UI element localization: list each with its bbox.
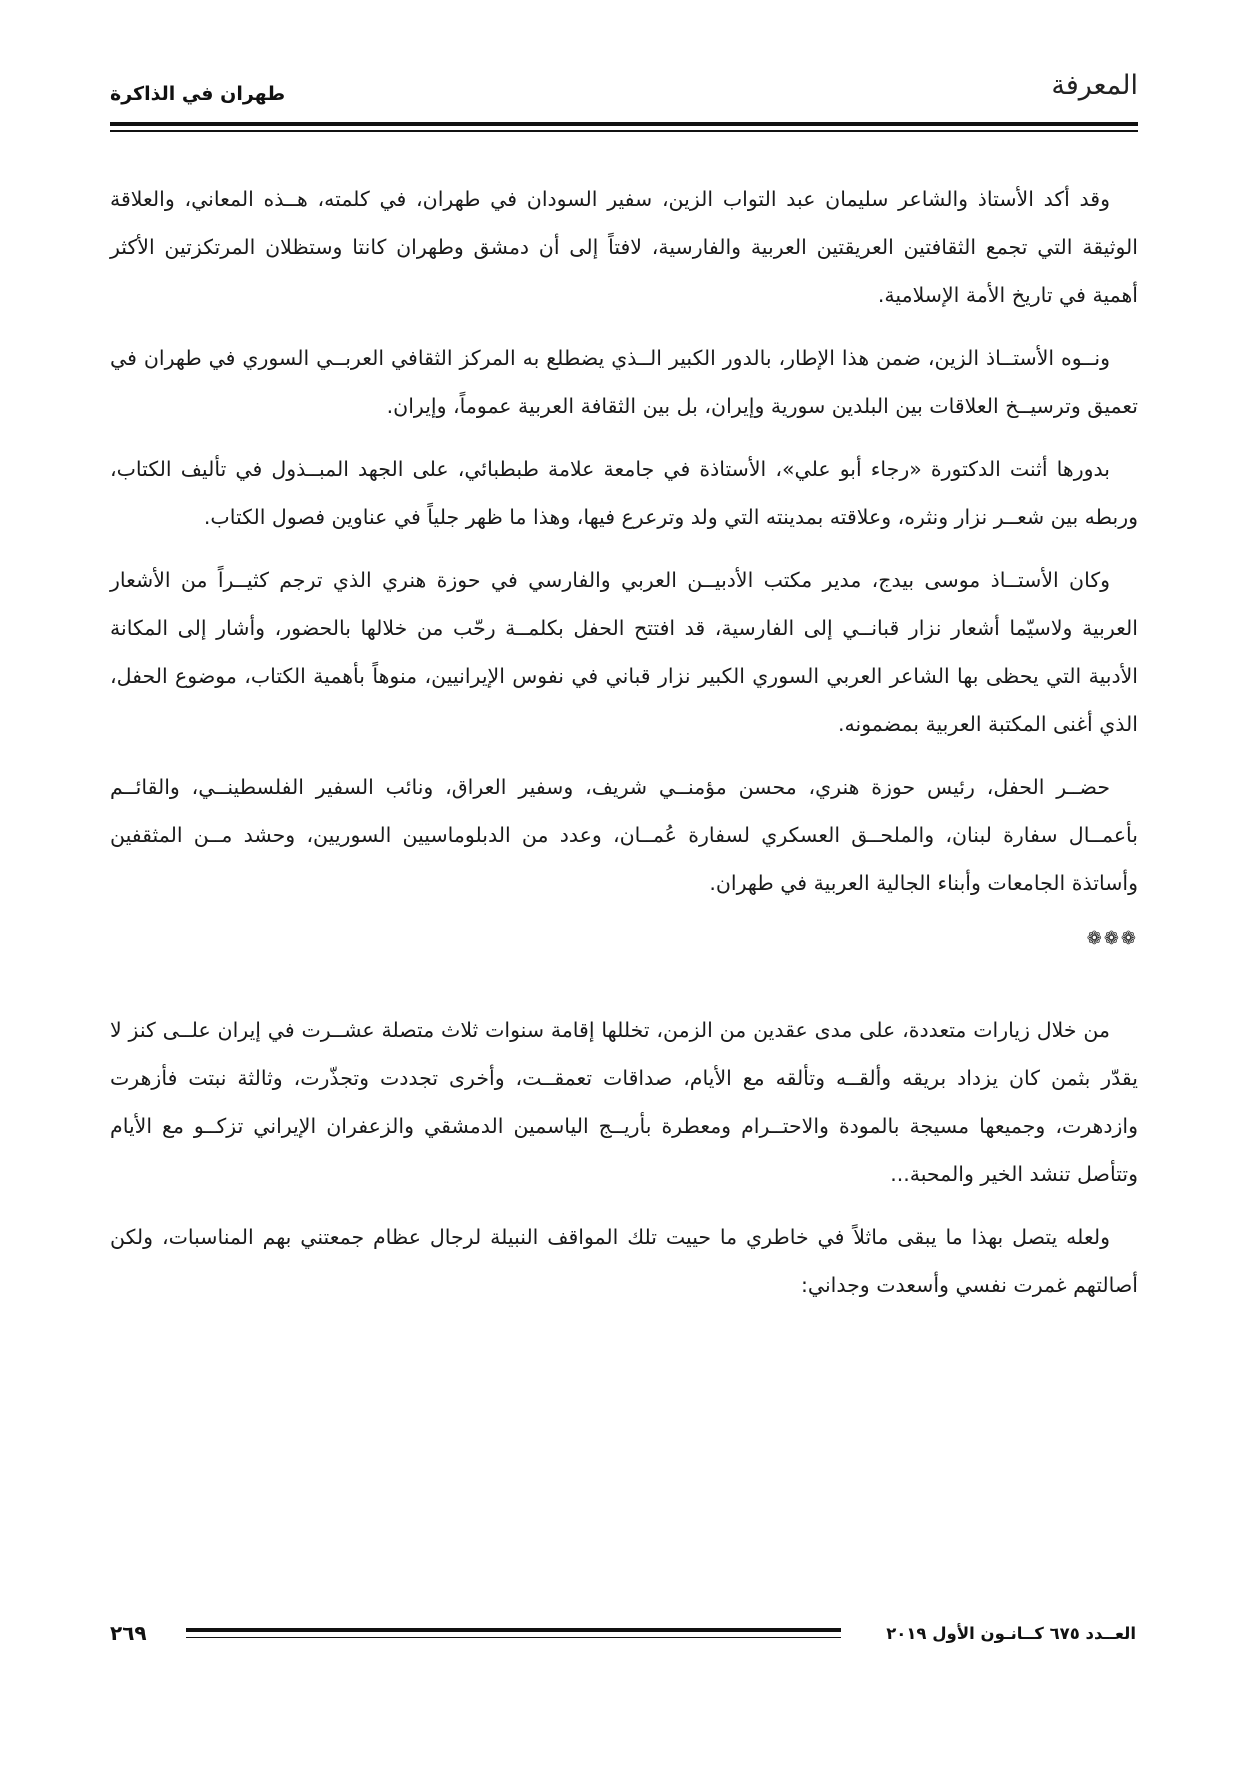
footer-rules: [186, 1628, 841, 1638]
header-rule-thick: [110, 122, 1138, 126]
issue-info: العــدد ٦٧٥ كــانـون الأول ٢٠١٩: [886, 1624, 1136, 1643]
paragraph-6: من خلال زيارات متعددة، على مدى عقدين من الزمن، تخللها إقامة سنوات ثلاث متصلة عشــرت في إيران علــى كنز لا يقدّر بثمن كان يزداد بريقه وألقــه وتألقه مع الأيام، صداقات تعمقــت، وأخرى تجددت وتجذّرت، وثالثة نبتت فأزهرت وازدهرت، وجميعها مسيجة بالمودة والاحتــرام ومعطرة بأريــج الياسمين الدمشقي والزعفران الإيراني تزكــو مع الأيام وتتأصل تنشد الخير والمحبة...: [110, 1018, 1138, 1186]
paragraph-2: ونــوه الأستــاذ الزين، ضمن هذا الإطار، بالدور الكبير الــذي يضطلع به المركز الثقافي العربــي السوري في طهران في تعميق وترسيــخ العلاقات بين البلدين سورية وإيران، بل بين الثقافة العربية عموماً، وإيران.: [110, 346, 1138, 418]
section-divider-ornament: ❁❁❁: [1086, 928, 1138, 949]
paragraph-7: ولعله يتصل بهذا ما يبقى ماثلاً في خاطري ما حييت تلك المواقف النبيلة لرجال عظام جمعتني بهم المناسبات، ولكن أصالتهم غمرت نفسي وأسعدت وجداني:: [110, 1225, 1138, 1297]
page-header: [110, 66, 1138, 116]
page-number: ٢٦٩: [110, 1621, 147, 1645]
paragraph-1: وقد أكد الأستاذ والشاعر سليمان عبد التواب الزين، سفير السودان في طهران، في كلمته، هــذه المعاني، والعلاقة الوثيقة التي تجمع الثقافتين العريقتين العربية والفارسية، لافتاً إلى أن دمشق وطهران كانتا وستظلان المرتكزتين الأكثر أهمية في تاريخ الأمة الإسلامية.: [110, 187, 1138, 307]
paragraph-4: وكان الأستــاذ موسى بيدج، مدير مكتب الأدبيــن العربي والفارسي في حوزة هنري الذي ترجم كثيــراً من الأشعار العربية ولاسيّما أشعار نزار قبانــي إلى الفارسية، قد افتتح الحفل بكلمــة رحّب من خلالها بالحضور، وأشار إلى المكانة الأدبية التي يحظى بها الشاعر العربي السوري الكبير نزار قباني في نفوس الإيرانيين، منوهاً بأهمية الكتاب، موضوع الحفل، الذي أغنى المكتبة العربية بمضمونه.: [110, 568, 1138, 736]
article-body: [110, 175, 1138, 1324]
header-rule-thin: [110, 130, 1138, 132]
running-title: طهران في الذاكرة: [110, 83, 286, 105]
paragraph-3: بدورها أثنت الدكتورة «رجاء أبو علي»، الأستاذة في جامعة علامة طبطبائي، على الجهد المبــذول في تأليف الكتاب، وربطه بين شعــر نزار ونثره، وعلاقته بمدينته التي ولد وترعرع فيها، وهذا ما ظهر جلياً في عناوين فصول الكتاب.: [110, 457, 1138, 529]
paragraph-5: حضــر الحفل، رئيس حوزة هنري، محسن مؤمنــي شريف، وسفير العراق، ونائب السفير الفلسطينــي، والقائــم بأعمــال سفارة لبنان، والملحــق العسكري لسفارة عُمــان، وعدد من الدبلوماسيين السوريين، وحشد مــن المثقفين وأساتذة الجامعات وأبناء الجالية العربية في طهران.: [110, 775, 1138, 895]
magazine-logo: المعرفة: [1051, 70, 1138, 101]
